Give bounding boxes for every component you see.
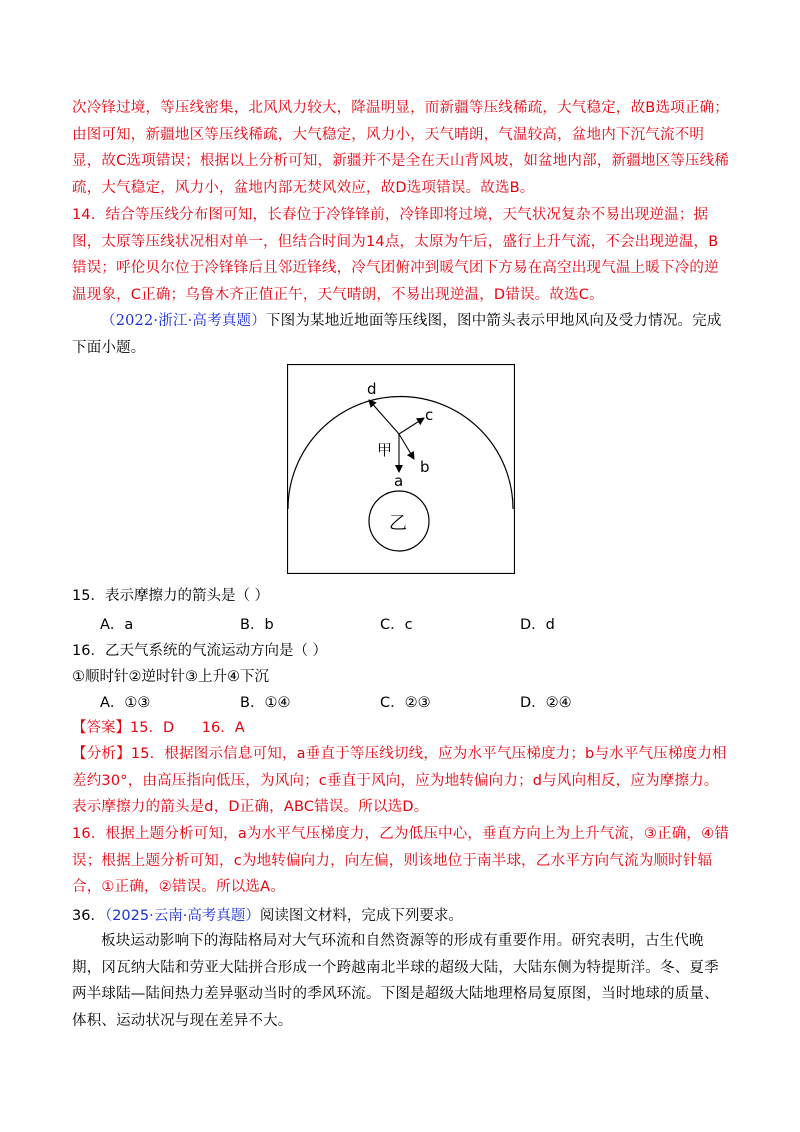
answer-tag: 【答案】 — [72, 720, 130, 736]
q36-source: （2025·云南·高考真题） — [104, 908, 260, 924]
analysis-15-paragraph — [72, 741, 730, 821]
isobar-figure — [287, 364, 515, 574]
answer-line — [72, 716, 245, 737]
q16-option-a: A．①③ — [100, 695, 151, 711]
q16-stem: 16．乙天气系统的气流运动方向是（ ） — [72, 643, 328, 659]
label-yi: 乙 — [389, 513, 407, 534]
intro-text: 下图为某地近地面等压线图，图中箭头表示甲地风向及受力情况。完成下面小题。 — [72, 313, 722, 356]
q15-stem: 15．表示摩擦力的箭头是（ ） — [72, 588, 270, 604]
answer-text: 15．D 16．A — [130, 720, 245, 736]
analysis-prev-paragraph: 次冷锋过境，等压线密集，北风风力较大，降温明显，而新疆等压线稀疏，大气稳定，故B选项正确；由图可知，新疆地区等压线稀疏，大气稳定，风力小，天气晴朗，气温较高，盆地内下沉气流不明显，故C选项错误；根据以上分析可知，新疆并不是全在天山背风坡，如盆地内部，新疆地区等压线稀疏，大气稳定，风力小，盆地内部无焚风效应，故D选项错误。故选B。 — [72, 100, 730, 196]
q36-text: 阅读图文材料，完成下列要求。 — [259, 908, 463, 924]
label-b: b — [420, 458, 430, 476]
intro-source: （2022·浙江·高考真题） — [101, 313, 266, 329]
isobar-curve — [288, 397, 513, 510]
analysis-14-paragraph: 14．结合等压线分布图可知，长春位于冷锋锋前，冷锋即将过境，天气状况复杂不易出现逆温；据图，太原等压线状况相对单一，但结合时间为14点，太原为午后，盛行上升气流，不会出现逆温，B错误；呼伦贝尔位于冷锋锋后且邻近锋线，冷气团俯冲到暖气团下方易在高空出现气温上暖下冷的逆温现象，C正确；乌鲁木齐正值正午，天气晴朗，不易出现逆温，D错误。故选C。 — [72, 207, 719, 303]
arrow-c — [399, 418, 424, 434]
arrow-b — [399, 434, 414, 459]
arrow-d — [369, 400, 399, 434]
q36-num: 36． — [72, 908, 105, 924]
analysis-tag: 【分析】 — [72, 746, 131, 762]
analysis-15-text: 15．根据图示信息可知，a垂直于等压线切线，应为水平气压梯度力；b与水平气压梯度力相差约30°，由高压指向低压，为风向；c垂直于风向，应为地转偏向力；d与风向相反，应为摩擦力。表示摩擦力的箭头是d，D正确，ABC错误。所以选D。 — [72, 746, 727, 816]
intro-paragraph — [72, 308, 730, 361]
q15-option-d: D．d — [520, 617, 555, 633]
label-a: a — [394, 472, 404, 490]
q16-option-b: B．①④ — [240, 695, 291, 711]
q36-line — [72, 904, 463, 925]
material-paragraph: 板块运动影响下的海陆格局对大气环流和自然资源等的形成有重要作用。研究表明，古生代晚期，冈瓦纳大陆和劳亚大陆拼合形成一个跨越南北半球的超级大陆，大陆东侧为特提斯洋。冬、夏季两半球陆—陆间热力差异驱动当时的季风环流。下图是超级大陆地理格局复原图，当时地球的质量、体积、运动状况与现在差异不大。 — [72, 933, 719, 1029]
q16-sub: ①顺时针②逆时针③上升④下沉 — [72, 669, 269, 685]
q16-option-c: C．②③ — [380, 695, 431, 711]
label-c: c — [425, 406, 434, 424]
label-d: d — [367, 380, 377, 398]
label-jia: 甲 — [377, 441, 393, 459]
q15-option-a: A．a — [100, 617, 134, 633]
q15-option-b: B．b — [240, 617, 274, 633]
figure-frame — [288, 365, 515, 574]
q16-option-d: D．②④ — [520, 695, 572, 711]
q15-option-c: C．c — [380, 617, 413, 633]
analysis-16-paragraph: 16．根据上题分析可知，a为水平气压梯度力，乙为低压中心，垂直方向上为上升气流，③正确，④错误；根据上题分析可知，c为地转偏向力，向左偏，则该地位于南半球，乙水平方向气流为顺时针辐合，①正确，②错误。所以选A。 — [72, 826, 730, 896]
